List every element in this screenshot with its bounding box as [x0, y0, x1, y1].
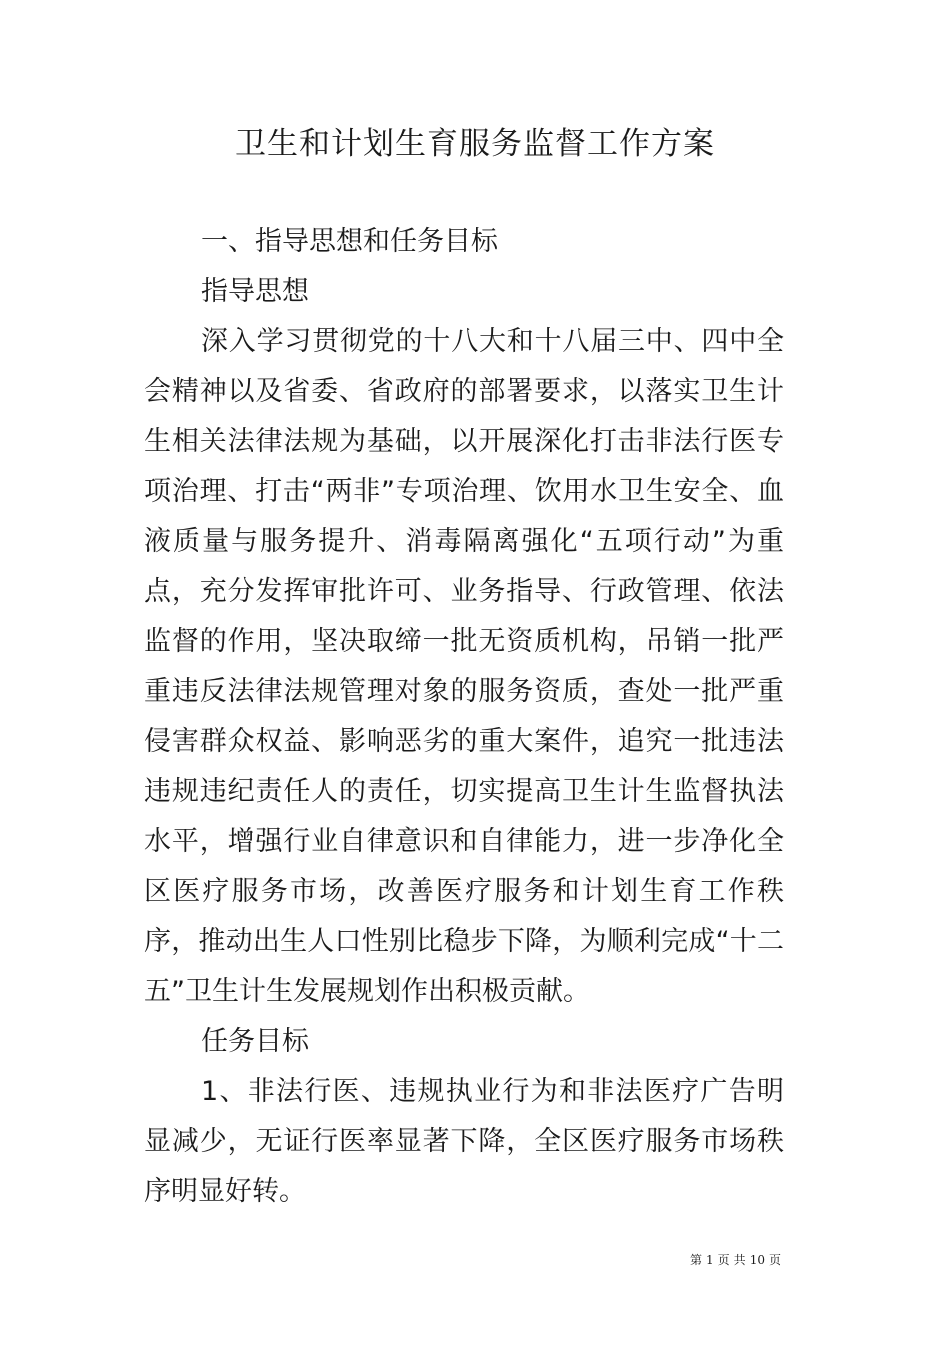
document-body — [144, 217, 784, 1217]
footer-total-word: 共 — [733, 1253, 746, 1267]
footer-page-word: 页 — [717, 1253, 730, 1267]
paragraph-goal-1: 1、非法行医、违规执业行为和非法医疗广告明显减少，无证行医率显著下降，全区医疗服务市场秩序明显好转。 — [144, 1076, 784, 1207]
page-number-footer — [690, 1250, 785, 1270]
subheading-guiding-ideology: 指导思想 — [201, 276, 309, 307]
footer-suffix: 页 — [768, 1253, 781, 1267]
paragraph-guiding-ideology: 深入学习贯彻党的十八大和十八届三中、四中全会精神以及省委、省政府的部署要求，以落实卫生计生相关法律法规为基础，以开展深化打击非法行医专项治理、打击“两非”专项治理、饮用水卫生安全、血液质量与服务提升、消毒隔离强化“五项行动”为重点，充分发挥审批许可、业务指导、行政管理、依法监督的作用，坚决取缔一批无资质机构，吊销一批严重违反法律法规管理对象的服务资质，查处一批严重侵害群众权益、影响恶劣的重大案件，追究一批违法违规违纪责任人的责任，切实提高卫生计生监督执法水平，增强行业自律意识和自律能力，进一步净化全区医疗服务市场，改善医疗服务和计划生育工作秩序，推动出生人口性别比稳步下降，为顺利完成“十二五”卫生计生发展规划作出积极贡献。 — [144, 326, 784, 1007]
document-title: 卫生和计划生育服务监督工作方案 — [235, 126, 715, 162]
footer-total-pages: 10 — [749, 1253, 765, 1267]
section-heading: 一、指导思想和任务目标 — [201, 226, 498, 257]
footer-current-page: 1 — [706, 1253, 714, 1267]
footer-prefix: 第 — [690, 1253, 703, 1267]
subheading-task-goals: 任务目标 — [201, 1026, 309, 1057]
